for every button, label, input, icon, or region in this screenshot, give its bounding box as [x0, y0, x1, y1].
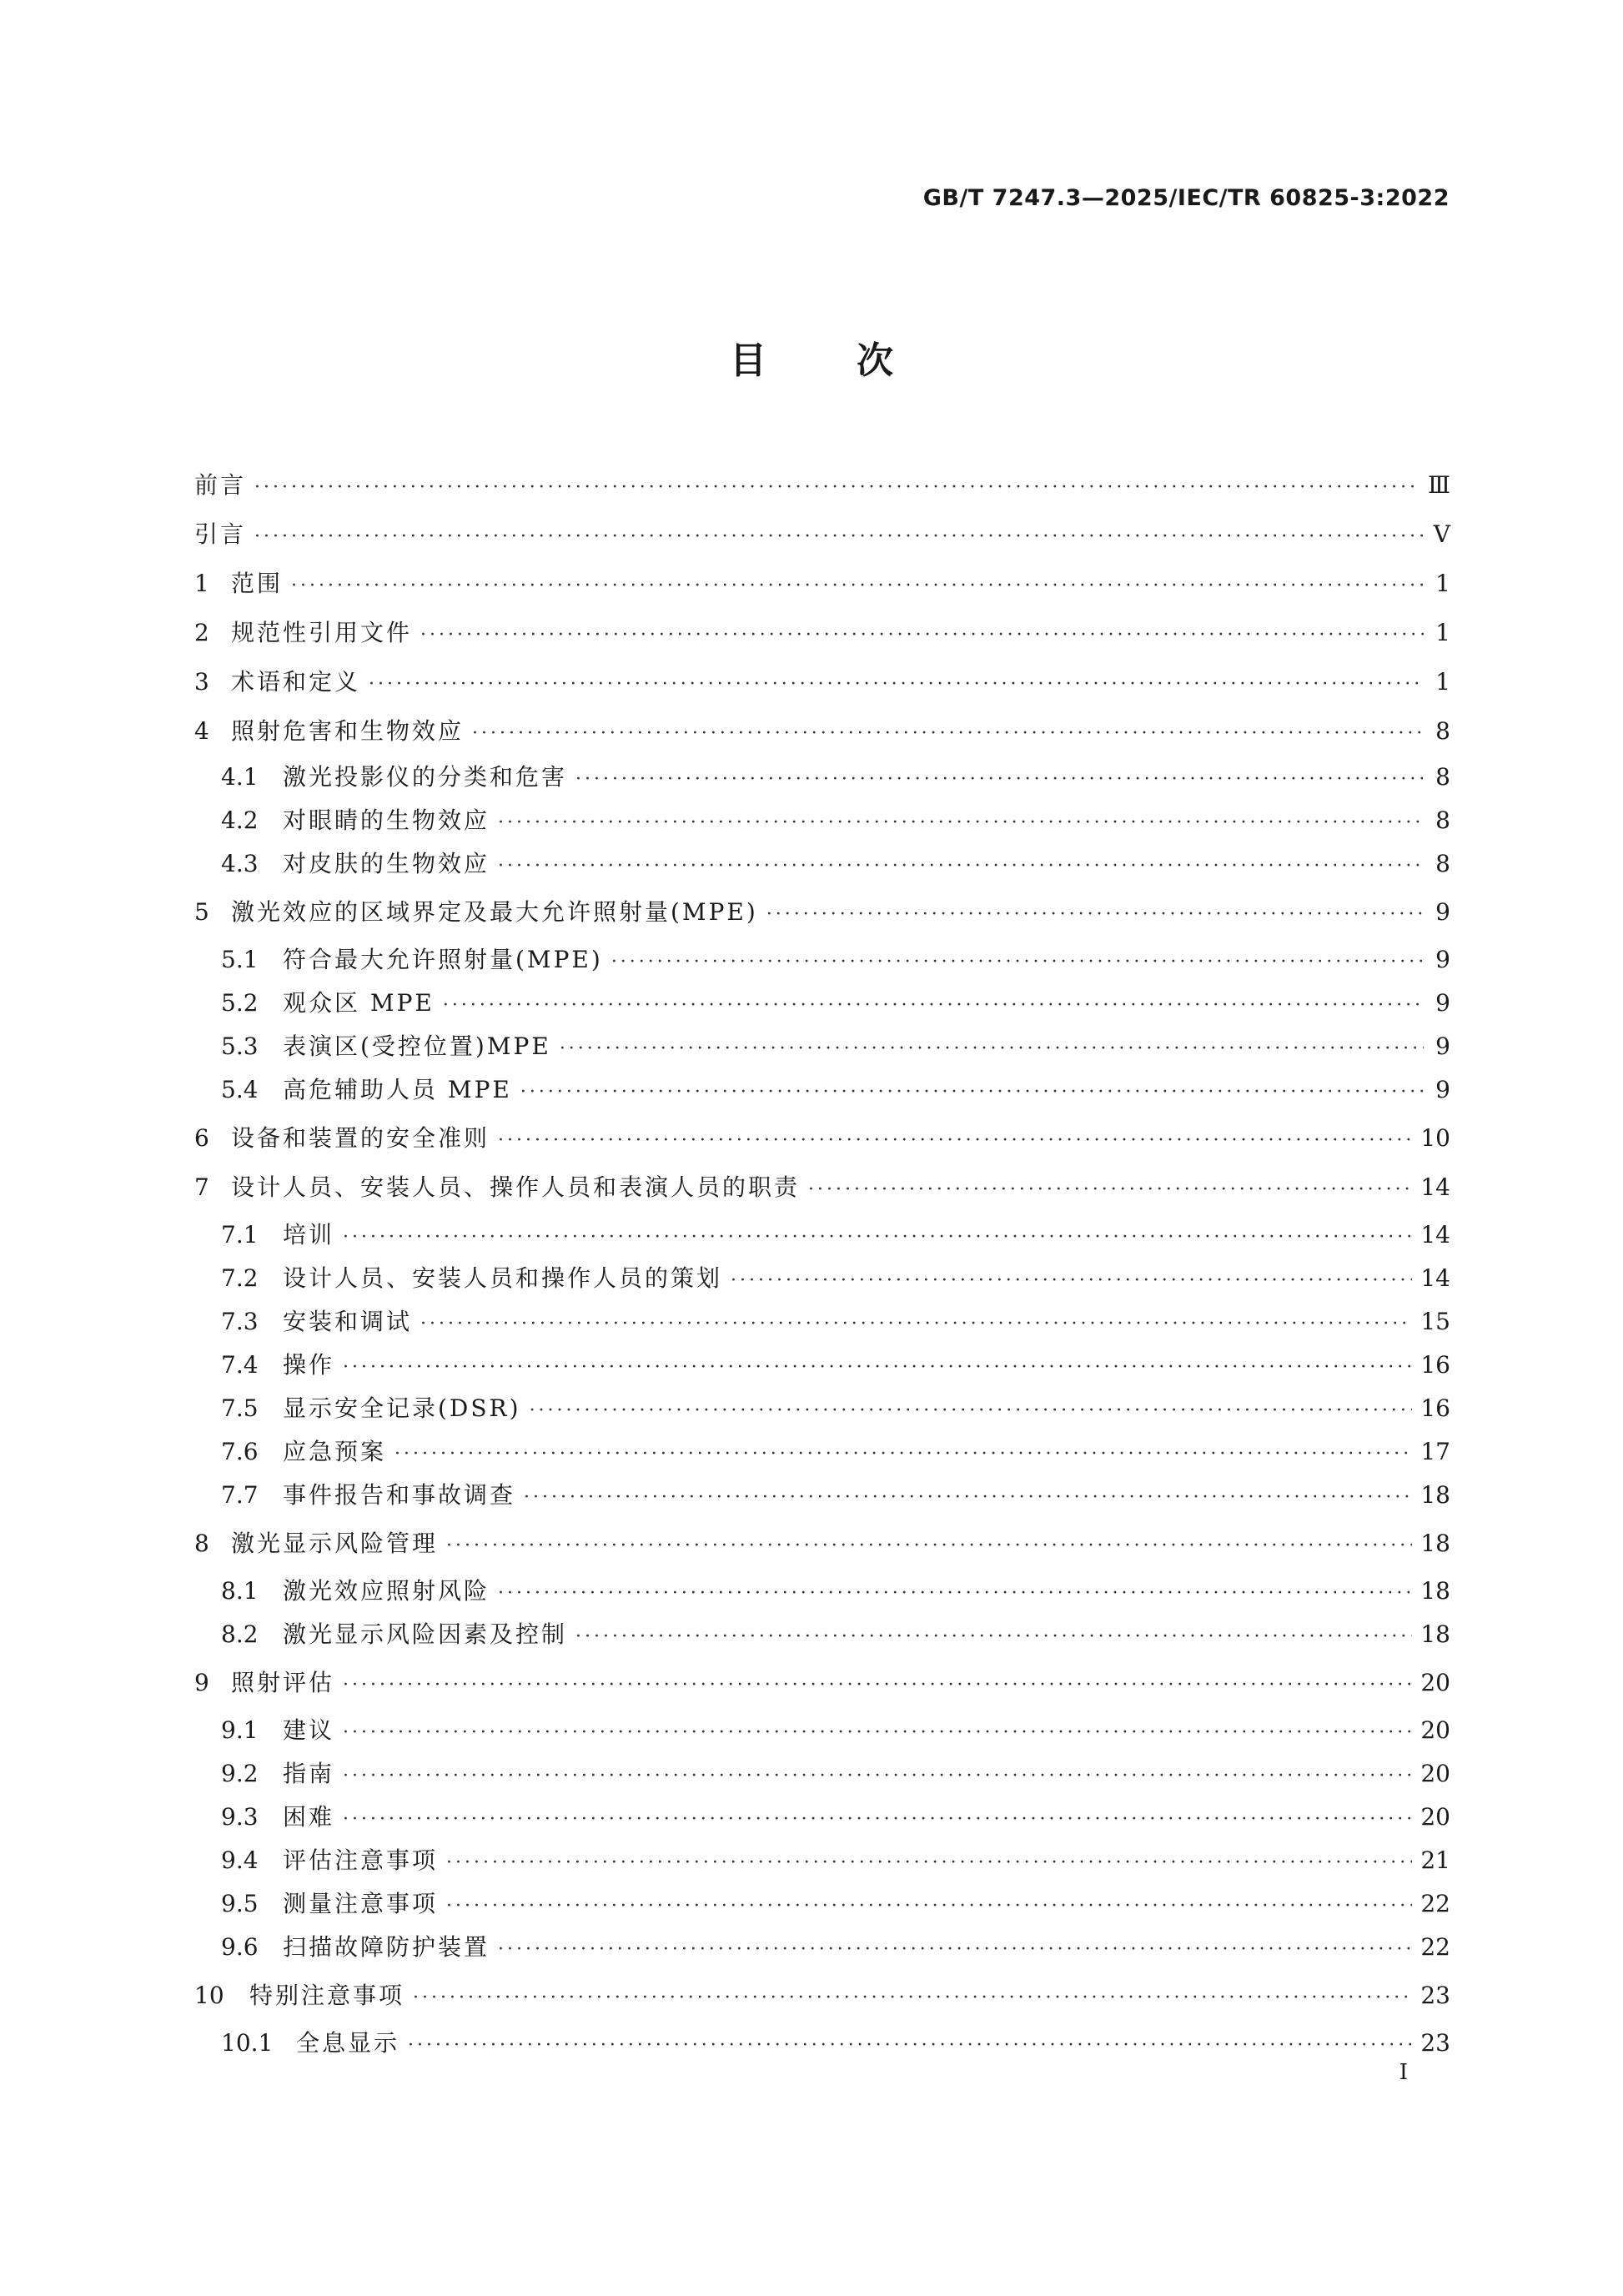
toc-label: 扫描故障防护装置: [283, 1933, 490, 1961]
toc-entry[interactable]: [194, 1169, 1450, 1217]
toc-page: 9: [1435, 989, 1450, 1017]
toc-subentry[interactable]: [194, 1390, 1450, 1434]
toc-label: 对皮肤的生物效应: [283, 850, 490, 877]
toc-page: Ⅲ: [1427, 471, 1450, 499]
toc-label: 事件报告和事故调查: [283, 1481, 516, 1509]
toc-page: 22: [1420, 1933, 1450, 1961]
toc-entry[interactable]: [194, 615, 1450, 664]
toc-subentry[interactable]: [194, 1304, 1450, 1347]
toc-label: 安装和调试: [283, 1308, 413, 1335]
toc-number: 2: [194, 619, 209, 646]
toc-page: 8: [1435, 763, 1450, 791]
dot-leader: [524, 1487, 1412, 1508]
toc-number: 5.1: [221, 946, 259, 973]
toc-page: 18: [1420, 1481, 1450, 1509]
dot-leader: [498, 1939, 1412, 1960]
toc-page: 8: [1435, 717, 1450, 745]
toc-number: 10: [194, 1982, 224, 2009]
toc-page: 16: [1420, 1351, 1450, 1379]
document-code: GB/T 7247.3—2025/IEC/TR 60825-3:2022: [922, 185, 1450, 211]
toc-number: 9: [194, 1669, 209, 1696]
toc-page: 1: [1435, 668, 1450, 696]
dot-leader: [413, 1987, 1412, 2008]
page-number: Ⅰ: [1399, 2060, 1408, 2085]
toc-subentry[interactable]: [194, 1756, 1450, 1799]
toc-number: 6: [194, 1124, 209, 1152]
dot-leader: [766, 904, 1424, 925]
toc-page: 9: [1435, 946, 1450, 973]
dot-leader: [291, 575, 1424, 596]
toc-label: 激光显示风险管理: [231, 1530, 439, 1557]
toc-label: 引言: [194, 520, 247, 548]
dot-leader: [369, 674, 1424, 695]
toc-entry[interactable]: [194, 664, 1450, 713]
toc-label: 设备和装置的安全准则: [231, 1124, 490, 1152]
dot-leader: [343, 1675, 1412, 1696]
toc-number: 9.3: [221, 1803, 259, 1831]
toc-label: 设计人员、安装人员和操作人员的策划: [283, 1264, 723, 1292]
dot-leader: [446, 1852, 1412, 1873]
toc-page: 14: [1420, 1173, 1450, 1201]
toc-number: 7.3: [221, 1308, 259, 1335]
toc-page: 18: [1420, 1530, 1450, 1557]
toc-subentry[interactable]: [194, 1842, 1450, 1886]
toc-entry[interactable]: [194, 1525, 1450, 1573]
toc-number: 7.1: [221, 1221, 259, 1248]
toc-number: 7.7: [221, 1481, 259, 1509]
toc-subentry[interactable]: [194, 942, 1450, 985]
toc-page: 10: [1420, 1124, 1450, 1152]
toc-label: 激光效应的区域界定及最大允许照射量(MPE): [231, 898, 758, 926]
toc-label: 设计人员、安装人员、操作人员和表演人员的职责: [231, 1173, 801, 1201]
toc-page: 20: [1420, 1803, 1450, 1831]
toc-label: 指南: [283, 1760, 335, 1787]
toc-page: 23: [1420, 1982, 1450, 2009]
dot-leader: [343, 1766, 1412, 1786]
dot-leader: [443, 995, 1424, 1016]
toc-page: 15: [1420, 1308, 1450, 1335]
toc-label: 培训: [283, 1221, 335, 1248]
toc-page: 8: [1435, 806, 1450, 834]
dot-leader: [560, 1038, 1424, 1059]
dot-leader: [343, 1809, 1412, 1830]
toc-number: 9.6: [221, 1933, 259, 1961]
toc-subentry[interactable]: [194, 1616, 1450, 1665]
toc-number: 4.2: [221, 806, 259, 834]
toc-number: 4.1: [221, 763, 259, 791]
toc-label: 照射危害和生物效应: [231, 717, 465, 745]
dot-leader: [575, 1626, 1412, 1647]
toc-label: 应急预案: [283, 1438, 387, 1465]
toc-label: 特别注意事项: [249, 1982, 405, 2009]
dot-leader: [520, 1082, 1424, 1103]
dot-leader: [343, 1227, 1412, 1248]
toc-page: 20: [1420, 1716, 1450, 1744]
toc-subentry[interactable]: [194, 1217, 1450, 1260]
toc-label: 操作: [283, 1351, 335, 1379]
toc-subentry[interactable]: [194, 1929, 1450, 1977]
toc-number: 4: [194, 717, 209, 745]
toc-subentry[interactable]: [194, 1434, 1450, 1477]
toc-label: 符合最大允许照射量(MPE): [283, 946, 603, 973]
dot-leader: [343, 1722, 1412, 1743]
toc-number: 9.1: [221, 1716, 259, 1744]
toc-subentry[interactable]: [194, 846, 1450, 894]
toc-page: 1: [1435, 570, 1450, 597]
toc-subentry[interactable]: [194, 985, 1450, 1028]
toc-subentry[interactable]: [194, 1712, 1450, 1756]
dot-leader: [530, 1400, 1413, 1421]
toc-entry[interactable]: [194, 1977, 1450, 2025]
toc-label: 评估注意事项: [283, 1846, 439, 1874]
toc-page: 1: [1435, 619, 1450, 646]
dot-leader: [254, 526, 1424, 547]
toc-number: 9.4: [221, 1846, 259, 1874]
toc-subentry[interactable]: [194, 1477, 1450, 1525]
toc-entry[interactable]: [194, 1120, 1450, 1169]
toc-label: 范围: [231, 570, 284, 597]
toc-label: 前言: [194, 471, 247, 499]
toc-label: 观众区 MPE: [283, 989, 435, 1017]
dot-leader: [498, 812, 1424, 833]
toc-number: 4.3: [221, 850, 259, 877]
toc-page: 16: [1420, 1394, 1450, 1422]
toc-label: 对眼睛的生物效应: [283, 806, 490, 834]
toc-label: 照射评估: [231, 1669, 335, 1696]
toc-page: 20: [1420, 1669, 1450, 1696]
toc-page: 22: [1420, 1890, 1450, 1917]
toc-page: 9: [1435, 898, 1450, 926]
toc-entry[interactable]: [194, 565, 1450, 615]
toc-subentry[interactable]: [194, 1799, 1450, 1842]
toc-label: 显示安全记录(DSR): [283, 1394, 521, 1422]
toc-page: 9: [1435, 1032, 1450, 1060]
toc-number: 9.5: [221, 1890, 259, 1917]
dot-leader: [472, 723, 1424, 744]
toc-entry[interactable]: [194, 713, 1450, 759]
toc-number: 9.2: [221, 1760, 259, 1787]
toc-number: 3: [194, 668, 209, 696]
dot-leader: [808, 1179, 1412, 1200]
toc-label: 激光显示风险因素及控制: [283, 1620, 568, 1648]
dot-leader: [575, 769, 1424, 790]
toc-subentry[interactable]: [194, 2025, 1450, 2068]
toc-subentry[interactable]: [194, 1573, 1450, 1616]
toc-number: 10.1: [221, 2029, 274, 2057]
dot-leader: [498, 856, 1424, 877]
toc-number: 1: [194, 570, 209, 597]
table-of-contents: [194, 467, 1450, 2068]
toc-label: 建议: [283, 1716, 335, 1744]
toc-label: 激光投影仪的分类和危害: [283, 763, 568, 791]
toc-number: 7.5: [221, 1394, 259, 1422]
toc-entry[interactable]: [194, 1665, 1450, 1712]
toc-page: 14: [1420, 1221, 1450, 1248]
toc-number: 7.6: [221, 1438, 259, 1465]
dot-leader: [611, 952, 1424, 972]
dot-leader: [498, 1583, 1412, 1604]
toc-number: 8: [194, 1530, 209, 1557]
toc-subentry[interactable]: [194, 1028, 1450, 1072]
toc-entry-introduction[interactable]: [194, 516, 1450, 565]
dot-leader: [408, 2035, 1412, 2056]
dot-leader: [420, 1314, 1412, 1334]
toc-number: 7.2: [221, 1264, 259, 1292]
toc-number: 7.4: [221, 1351, 259, 1379]
toc-number: 5.4: [221, 1076, 259, 1103]
dot-leader: [394, 1444, 1412, 1465]
toc-page: 18: [1420, 1620, 1450, 1648]
toc-label: 激光效应照射风险: [283, 1577, 490, 1605]
toc-page: 21: [1420, 1846, 1450, 1874]
toc-subentry[interactable]: [194, 759, 1450, 802]
toc-subentry[interactable]: [194, 802, 1450, 846]
toc-subentry[interactable]: [194, 1072, 1450, 1120]
toc-page: 18: [1420, 1577, 1450, 1605]
toc-label: 困难: [283, 1803, 335, 1831]
toc-subentry[interactable]: [194, 1347, 1450, 1390]
dot-leader: [446, 1896, 1412, 1917]
toc-number: 8.2: [221, 1620, 259, 1648]
toc-page: 23: [1420, 2029, 1450, 2057]
dot-leader: [420, 625, 1424, 646]
toc-page: 20: [1420, 1760, 1450, 1787]
toc-number: 5.2: [221, 989, 259, 1017]
toc-number: 7: [194, 1173, 209, 1201]
toc-label: 术语和定义: [231, 668, 361, 696]
toc-subentry[interactable]: [194, 1886, 1450, 1929]
toc-label: 高危辅助人员 MPE: [283, 1076, 512, 1103]
toc-page: 14: [1420, 1264, 1450, 1292]
toc-label: 表演区(受控位置)MPE: [283, 1032, 551, 1060]
toc-number: 5.3: [221, 1032, 259, 1060]
dot-leader: [446, 1535, 1412, 1556]
toc-page: 9: [1435, 1076, 1450, 1103]
toc-page: 17: [1420, 1438, 1450, 1465]
toc-page: Ⅴ: [1433, 520, 1450, 548]
toc-label: 全息显示: [296, 2029, 400, 2057]
toc-subentry[interactable]: [194, 1260, 1450, 1304]
toc-number: 8.1: [221, 1577, 259, 1605]
toc-entry[interactable]: [194, 894, 1450, 942]
dot-leader: [343, 1357, 1412, 1378]
toc-entry-foreword[interactable]: [194, 467, 1450, 516]
dot-leader: [731, 1270, 1412, 1291]
toc-label: 规范性引用文件: [231, 619, 413, 646]
toc-page: 8: [1435, 850, 1450, 877]
dot-leader: [498, 1130, 1412, 1151]
toc-label: 测量注意事项: [283, 1890, 439, 1917]
toc-number: 5: [194, 898, 209, 926]
dot-leader: [254, 477, 1419, 498]
page-title: 目次: [730, 339, 983, 382]
